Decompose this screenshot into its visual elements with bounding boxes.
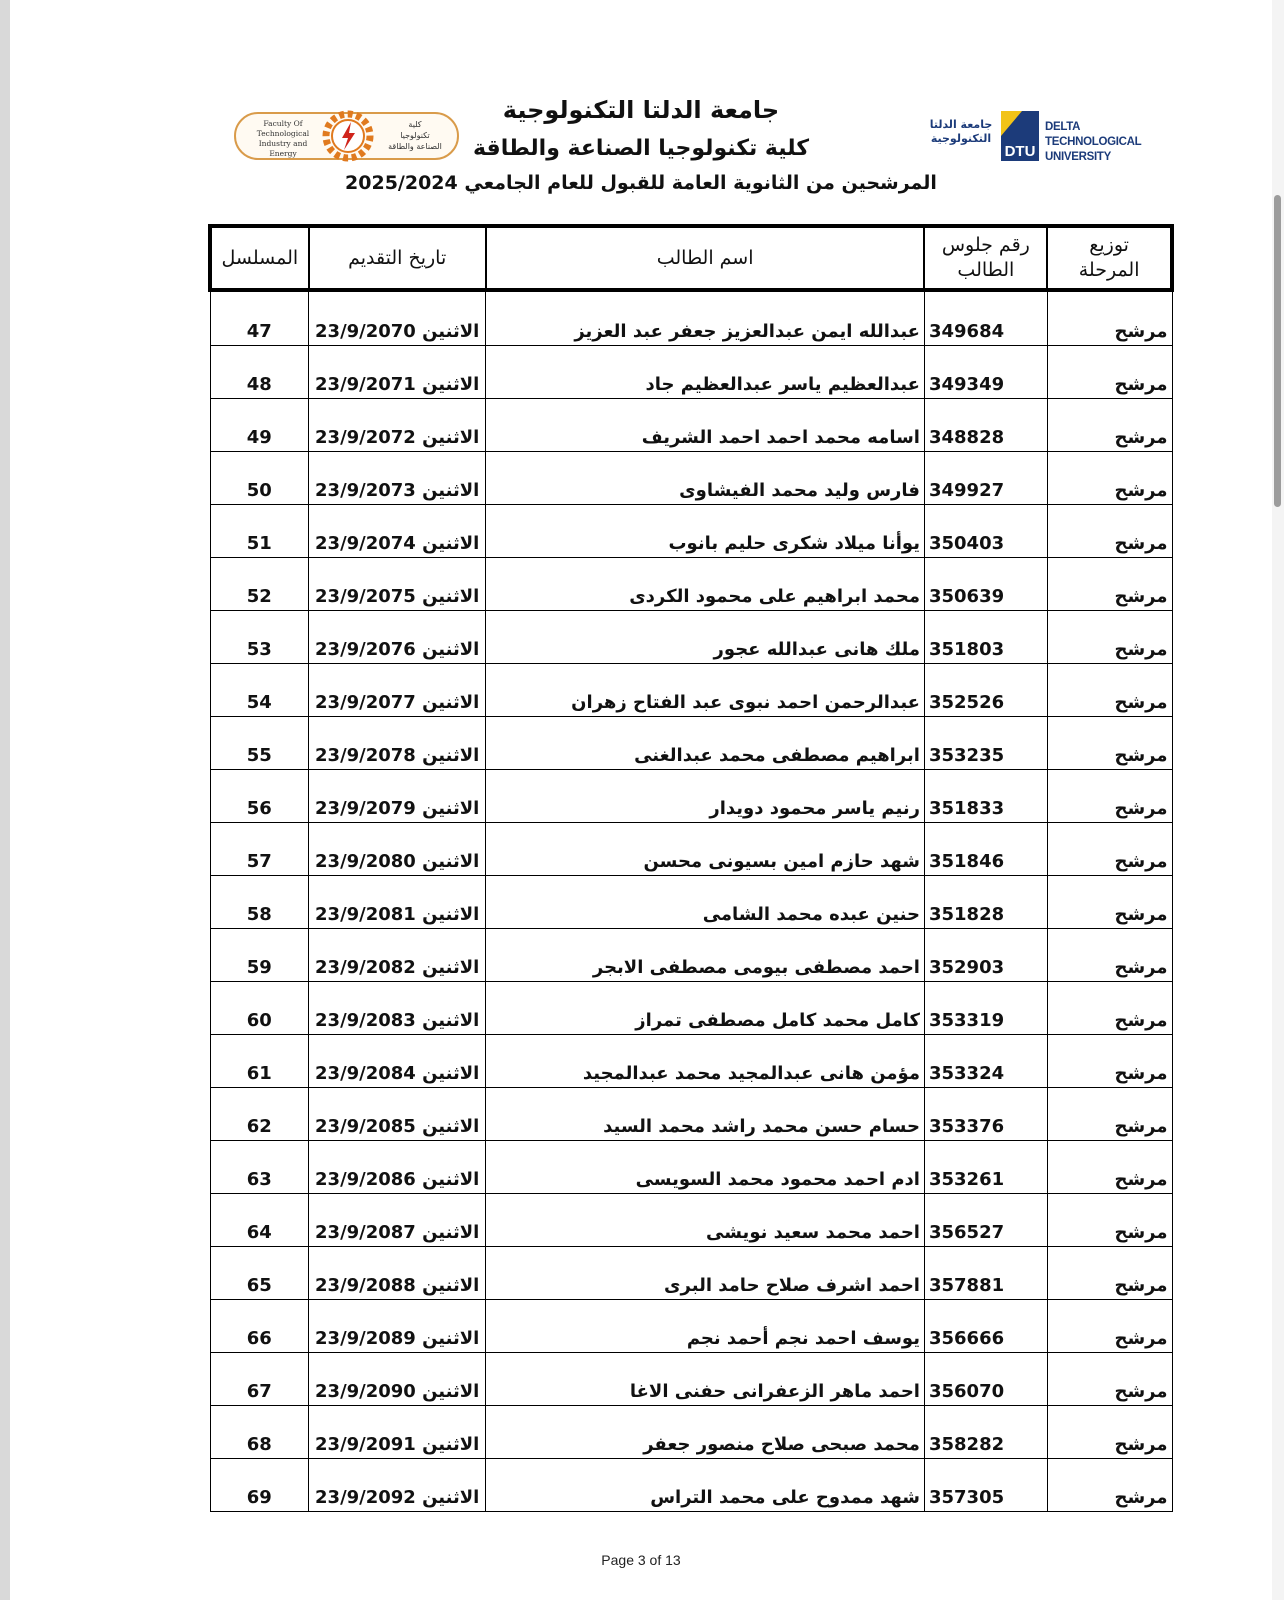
table-body (210, 290, 1172, 1512)
stage-cell: مرشح (1047, 664, 1172, 717)
application-date-cell: الاثنين 23/9/2075 (309, 558, 486, 611)
table-row (210, 1194, 1172, 1247)
application-date-cell: الاثنين 23/9/2088 (309, 1247, 486, 1300)
serial-cell: 54 (210, 664, 309, 717)
application-date-cell: الاثنين 23/9/2077 (309, 664, 486, 717)
serial-cell: 56 (210, 770, 309, 823)
application-date-cell: الاثنين 23/9/2089 (309, 1300, 486, 1353)
serial-cell: 62 (210, 1088, 309, 1141)
stage-cell: مرشح (1047, 399, 1172, 452)
seat-number-cell: 352903 (924, 929, 1047, 982)
seat-number-cell: 348828 (924, 399, 1047, 452)
stage-cell: مرشح (1047, 1141, 1172, 1194)
table-header-row (210, 226, 1172, 290)
student-name-cell: ملك هانى عبدالله عجور (486, 611, 925, 664)
col-header-stage-line: المرحلة (1078, 259, 1140, 281)
student-name-cell: يوسف احمد نجم أحمد نجم (486, 1300, 925, 1353)
seat-number-cell: 350403 (924, 505, 1047, 558)
seat-number-cell: 353261 (924, 1141, 1047, 1194)
student-name-cell: شهد حازم امين بسيونى محسن (486, 823, 925, 876)
table-row (210, 1035, 1172, 1088)
application-date-cell: الاثنين 23/9/2086 (309, 1141, 486, 1194)
application-date-cell: الاثنين 23/9/2081 (309, 876, 486, 929)
page-number: Page 3 of 13 (601, 1552, 681, 1568)
serial-cell: 64 (210, 1194, 309, 1247)
svg-text:DTU: DTU (1004, 143, 1036, 160)
table-row (210, 770, 1172, 823)
serial-cell: 47 (210, 290, 309, 346)
student-name-cell: عبدالله ايمن عبدالعزيز جعفر عبد العزيز (486, 290, 925, 346)
stage-cell: مرشح (1047, 1194, 1172, 1247)
seat-number-cell: 353376 (924, 1088, 1047, 1141)
table-row (210, 664, 1172, 717)
student-name-cell: فارس وليد محمد الفيشاوى (486, 452, 925, 505)
student-name-cell: رنيم ياسر محمود دويدار (486, 770, 925, 823)
stage-cell: مرشح (1047, 558, 1172, 611)
serial-cell: 63 (210, 1141, 309, 1194)
application-date-cell: الاثنين 23/9/2084 (309, 1035, 486, 1088)
table-row (210, 399, 1172, 452)
serial-cell: 67 (210, 1353, 309, 1406)
serial-cell: 55 (210, 717, 309, 770)
faculty-logo-en-line: Industry and Energy (258, 139, 308, 158)
serial-cell: 68 (210, 1406, 309, 1459)
stage-cell: مرشح (1047, 452, 1172, 505)
application-date-cell: الاثنين 23/9/2073 (309, 452, 486, 505)
col-header-seat-line: الطالب (957, 259, 1015, 281)
seat-number-cell: 357305 (924, 1459, 1047, 1512)
seat-number-cell: 349349 (924, 346, 1047, 399)
dtu-logo-en-line: UNIVERSITY (1045, 151, 1112, 163)
table-row (210, 611, 1172, 664)
col-header-stage (1047, 226, 1172, 290)
serial-cell: 65 (210, 1247, 309, 1300)
table-row (210, 290, 1172, 346)
faculty-logo-en-line: Faculty Of (263, 119, 303, 128)
table-row (210, 1459, 1172, 1512)
stage-cell: مرشح (1047, 876, 1172, 929)
serial-cell: 50 (210, 452, 309, 505)
application-date-cell: الاثنين 23/9/2080 (309, 823, 486, 876)
student-name-cell: احمد ماهر الزعفرانى حفنى الاغا (486, 1353, 925, 1406)
student-name-cell: احمد مصطفى بيومى مصطفى الابجر (486, 929, 925, 982)
stage-cell: مرشح (1047, 982, 1172, 1035)
application-date-cell: الاثنين 23/9/2071 (309, 346, 486, 399)
seat-number-cell: 356527 (924, 1194, 1047, 1247)
serial-cell: 51 (210, 505, 309, 558)
stage-cell: مرشح (1047, 1247, 1172, 1300)
seat-number-cell: 349684 (924, 290, 1047, 346)
dtu-logo-ar-line: التكنولوجية (930, 132, 992, 145)
document-page (10, 0, 1272, 1600)
stage-cell: مرشح (1047, 823, 1172, 876)
seat-number-cell: 353235 (924, 717, 1047, 770)
application-date-cell: الاثنين 23/9/2079 (309, 770, 486, 823)
table-row (210, 929, 1172, 982)
col-header-stage-line: توزيع (1089, 234, 1129, 256)
col-header-serial: المسلسل (210, 226, 309, 290)
serial-cell: 48 (210, 346, 309, 399)
table-row (210, 1353, 1172, 1406)
stage-cell: مرشح (1047, 611, 1172, 664)
stage-cell: مرشح (1047, 290, 1172, 346)
seat-number-cell: 351803 (924, 611, 1047, 664)
table-row (210, 558, 1172, 611)
serial-cell: 57 (210, 823, 309, 876)
list-subtitle: المرشحين من الثانوية العامة للقبول للعام الجامعي 2025/2024 (345, 172, 937, 194)
student-name-cell: محمد صبحى صلاح منصور جعفر (486, 1406, 925, 1459)
student-name-cell: اسامه محمد احمد احمد الشريف (486, 399, 925, 452)
student-name-cell: عبدالعظيم ياسر عبدالعظيم جاد (486, 346, 925, 399)
table-row (210, 1406, 1172, 1459)
serial-cell: 66 (210, 1300, 309, 1353)
application-date-cell: الاثنين 23/9/2090 (309, 1353, 486, 1406)
seat-number-cell: 353324 (924, 1035, 1047, 1088)
seat-number-cell: 357881 (924, 1247, 1047, 1300)
table-row (210, 823, 1172, 876)
col-header-name: اسم الطالب (486, 226, 925, 290)
student-name-cell: عبدالرحمن احمد نبوى عبد الفتاح زهران (486, 664, 925, 717)
stage-cell: مرشح (1047, 1353, 1172, 1406)
serial-cell: 61 (210, 1035, 309, 1088)
faculty-logo-ar-line: كلية (408, 120, 422, 129)
faculty-title: كلية تكنولوجيا الصناعة والطاقة (472, 136, 810, 161)
student-name-cell: احمد اشرف صلاح حامد البرى (486, 1247, 925, 1300)
table-row (210, 505, 1172, 558)
stage-cell: مرشح (1047, 1300, 1172, 1353)
seat-number-cell: 352526 (924, 664, 1047, 717)
student-name-cell: يوأنا ميلاد شكرى حليم بانوب (486, 505, 925, 558)
dtu-logo-en-line: DELTA TECHNOLOGICAL (1045, 121, 1142, 148)
table-row (210, 1088, 1172, 1141)
faculty-logo-en-line: Technological (256, 129, 310, 138)
student-name-cell: كامل محمد كامل مصطفى تمراز (486, 982, 925, 1035)
student-name-cell: محمد ابراهيم على محمود الكردى (486, 558, 925, 611)
scrollbar-thumb[interactable] (1274, 195, 1281, 507)
seat-number-cell: 350639 (924, 558, 1047, 611)
serial-cell: 59 (210, 929, 309, 982)
faculty-logo-ar-line: الصناعة والطاقة (388, 142, 442, 151)
serial-cell: 52 (210, 558, 309, 611)
seat-number-cell: 353319 (924, 982, 1047, 1035)
student-name-cell: حسام حسن محمد راشد محمد السيد (486, 1088, 925, 1141)
table-row (210, 1247, 1172, 1300)
table-row (210, 452, 1172, 505)
application-date-cell: الاثنين 23/9/2082 (309, 929, 486, 982)
application-date-cell: الاثنين 23/9/2078 (309, 717, 486, 770)
stage-cell: مرشح (1047, 1035, 1172, 1088)
application-date-cell: الاثنين 23/9/2083 (309, 982, 486, 1035)
faculty-logo-ar-line: تكنولوجيا (400, 131, 430, 140)
student-name-cell: حنين عبده محمد الشامى (486, 876, 925, 929)
application-date-cell: الاثنين 23/9/2070 (309, 290, 486, 346)
table-row (210, 1141, 1172, 1194)
seat-number-cell: 351833 (924, 770, 1047, 823)
student-name-cell: مؤمن هانى عبدالمجيد محمد عبدالمجيد (486, 1035, 925, 1088)
serial-cell: 60 (210, 982, 309, 1035)
application-date-cell: الاثنين 23/9/2072 (309, 399, 486, 452)
application-date-cell: الاثنين 23/9/2085 (309, 1088, 486, 1141)
serial-cell: 53 (210, 611, 309, 664)
seat-number-cell: 351846 (924, 823, 1047, 876)
application-date-cell: الاثنين 23/9/2092 (309, 1459, 486, 1512)
student-name-cell: شهد ممدوح على محمد التراس (486, 1459, 925, 1512)
stage-cell: مرشح (1047, 1406, 1172, 1459)
col-header-date: تاريخ التقديم (309, 226, 486, 290)
student-name-cell: احمد محمد سعيد نويشى (486, 1194, 925, 1247)
seat-number-cell: 349927 (924, 452, 1047, 505)
student-name-cell: ادم احمد محمود محمد السويسى (486, 1141, 925, 1194)
table-row (210, 717, 1172, 770)
application-date-cell: الاثنين 23/9/2076 (309, 611, 486, 664)
stage-cell: مرشح (1047, 1088, 1172, 1141)
student-name-cell: ابراهيم مصطفى محمد عبدالغنى (486, 717, 925, 770)
application-date-cell: الاثنين 23/9/2087 (309, 1194, 486, 1247)
table-row (210, 1300, 1172, 1353)
scrollbar[interactable] (1272, 0, 1284, 1600)
stage-cell: مرشح (1047, 770, 1172, 823)
stage-cell: مرشح (1047, 717, 1172, 770)
serial-cell: 69 (210, 1459, 309, 1512)
application-date-cell: الاثنين 23/9/2074 (309, 505, 486, 558)
university-title: جامعة الدلتا التكنولوجية (502, 96, 780, 124)
application-date-cell: الاثنين 23/9/2091 (309, 1406, 486, 1459)
col-header-seat (924, 226, 1047, 290)
stage-cell: مرشح (1047, 1459, 1172, 1512)
seat-number-cell: 356070 (924, 1353, 1047, 1406)
stage-cell: مرشح (1047, 505, 1172, 558)
table-row (210, 876, 1172, 929)
serial-cell: 58 (210, 876, 309, 929)
stage-cell: مرشح (1047, 346, 1172, 399)
table-row (210, 982, 1172, 1035)
table-row (210, 346, 1172, 399)
col-header-seat-line: رقم جلوس (941, 234, 1030, 256)
seat-number-cell: 351828 (924, 876, 1047, 929)
serial-cell: 49 (210, 399, 309, 452)
dtu-logo-ar-line: جامعة الدلتا (929, 118, 993, 131)
seat-number-cell: 358282 (924, 1406, 1047, 1459)
candidates-table (208, 224, 1174, 1512)
stage-cell: مرشح (1047, 929, 1172, 982)
seat-number-cell: 356666 (924, 1300, 1047, 1353)
